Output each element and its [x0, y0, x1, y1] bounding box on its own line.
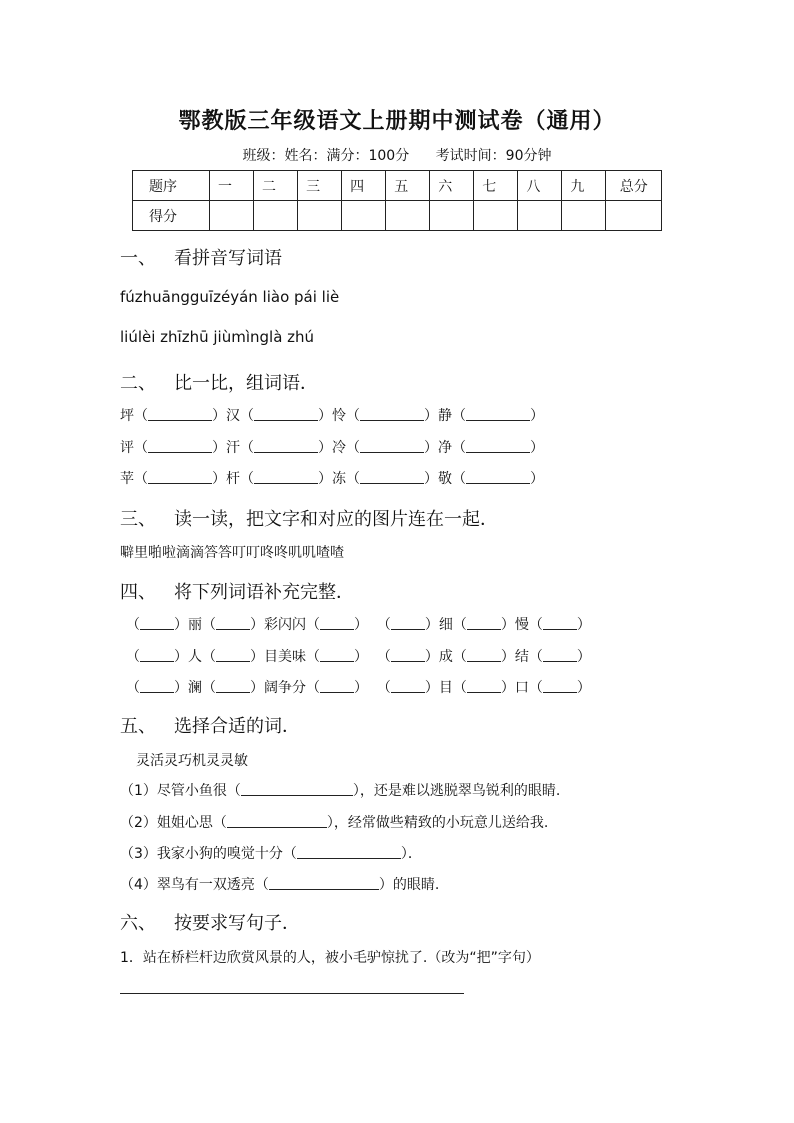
- char: 怜: [332, 408, 346, 424]
- score-cell[interactable]: [430, 201, 474, 231]
- score-cell[interactable]: [254, 201, 298, 231]
- fill-question-2: [120, 812, 548, 832]
- header-cell: 九: [562, 171, 606, 201]
- onomatopoeia-words: 噼里啪啦滴滴答答叮叮咚咚叽叽喳喳: [120, 545, 344, 561]
- answer-blank[interactable]: [466, 438, 530, 453]
- idiom-row: （ ）澜（ ）阔争分（ ） （ ）目（ ）口（ ）: [126, 680, 591, 696]
- char: 净: [438, 440, 452, 456]
- answer-blank[interactable]: [467, 615, 501, 630]
- char: 评: [120, 440, 134, 456]
- idiom-part: 成: [438, 649, 453, 665]
- header-cell: 八: [518, 171, 562, 201]
- idiom-part: 结: [514, 649, 529, 665]
- answer-blank[interactable]: [148, 469, 212, 484]
- score-cell[interactable]: [298, 201, 342, 231]
- exam-time-info: 考试时间：90分钟: [435, 148, 552, 164]
- char: 冻: [332, 471, 346, 487]
- idiom-part: 澜: [188, 680, 202, 696]
- question-text: ），经常做些精致的小玩意儿送给我.: [326, 815, 549, 831]
- idiom-row: （ ）人（ ）目美味（ ） （ ）成（ ）结（ ）: [126, 649, 591, 665]
- word-group-row: 苹（ ）杆（ ）冻（ ）敬（ ）: [120, 471, 544, 487]
- section-3-heading: [120, 505, 498, 531]
- char: 静: [438, 408, 452, 424]
- answer-blank[interactable]: [254, 406, 318, 421]
- answer-blank[interactable]: [467, 678, 501, 693]
- fill-question-3: [120, 843, 422, 863]
- answer-blank[interactable]: [360, 406, 424, 421]
- question-text: （1）尽管小鱼很（: [120, 783, 241, 799]
- question-text: （2）姐姐心思（: [120, 815, 227, 831]
- header-cell: 五: [386, 171, 430, 201]
- idiom-part: 丽: [188, 617, 202, 633]
- answer-blank[interactable]: [320, 615, 354, 630]
- char: 汗: [226, 440, 240, 456]
- answer-blank[interactable]: [466, 406, 530, 421]
- answer-blank[interactable]: [320, 647, 354, 662]
- score-cell[interactable]: [606, 201, 662, 231]
- header-cell: 总分: [606, 171, 662, 201]
- pinyin-line-1: fúzhuāngguīzéyán liào pái liè: [120, 288, 340, 306]
- answer-blank[interactable]: [216, 678, 250, 693]
- answer-blank[interactable]: [467, 647, 501, 662]
- answer-blank[interactable]: [391, 647, 425, 662]
- score-cell[interactable]: [386, 201, 430, 231]
- idiom-part: 人: [188, 649, 202, 665]
- section-6-heading: [120, 909, 300, 935]
- rewrite-question-1: 1．站在桥栏杆边欣赏风景的人，被小毛驴惊扰了.（改为“把”字句）: [120, 950, 540, 966]
- char: 冷: [332, 440, 346, 456]
- answer-blank[interactable]: [543, 647, 577, 662]
- section-title: 将下列词语补充完整．: [174, 582, 354, 603]
- word-group-row: 评（ ）汗（ ）冷（ ）净（ ）: [120, 440, 544, 456]
- fill-question-4: [120, 874, 439, 894]
- answer-blank[interactable]: [254, 438, 318, 453]
- question-text: （4）翠鸟有一双透亮（: [120, 877, 269, 893]
- row-label: 得分: [133, 201, 210, 231]
- answer-blank[interactable]: [360, 469, 424, 484]
- header-cell: 一: [210, 171, 254, 201]
- score-cell[interactable]: [474, 201, 518, 231]
- header-cell: 二: [254, 171, 298, 201]
- score-cell[interactable]: [518, 201, 562, 231]
- section-number: 一、: [120, 248, 156, 269]
- idiom-part: 目: [438, 680, 453, 696]
- answer-blank[interactable]: [297, 844, 401, 859]
- section-number: 六、: [120, 913, 156, 934]
- pinyin-line-2: liúlèi zhīzhū jiùmìnglà zhú: [120, 328, 315, 346]
- answer-line[interactable]: [120, 993, 464, 994]
- page-title: 鄂教版三年级语文上册期中测试卷（通用）: [178, 108, 616, 134]
- header-cell: 三: [298, 171, 342, 201]
- idiom-row: （ ）丽（ ）彩闪闪（ ） （ ）细（ ）慢（ ）: [126, 617, 591, 633]
- section-number: 四、: [120, 582, 156, 603]
- question-text: ）的眼睛.: [378, 877, 440, 893]
- answer-blank[interactable]: [148, 438, 212, 453]
- header-cell: 六: [430, 171, 474, 201]
- section-4-heading: [120, 578, 354, 604]
- answer-blank[interactable]: [269, 875, 379, 890]
- score-table-header-row: [133, 171, 662, 201]
- score-cell[interactable]: [342, 201, 386, 231]
- section-title: 按要求写句子．: [174, 913, 300, 934]
- idiom-part: 目美味: [264, 649, 306, 665]
- answer-blank[interactable]: [391, 615, 425, 630]
- answer-blank[interactable]: [320, 678, 354, 693]
- answer-blank[interactable]: [241, 781, 353, 796]
- score-table-score-row: [133, 201, 662, 231]
- idiom-part: 细: [438, 617, 453, 633]
- class-name-score-info: 班级：姓名：满分：100分: [242, 148, 410, 164]
- question-text: ）．: [400, 846, 422, 862]
- section-5-heading: [120, 712, 300, 738]
- word-choices: 灵活灵巧机灵灵敏: [136, 753, 248, 769]
- exam-info: [0, 145, 794, 165]
- section-2-heading: [120, 369, 318, 395]
- answer-blank[interactable]: [140, 615, 174, 630]
- idiom-part: 口: [514, 680, 529, 696]
- idiom-part: 慢: [514, 617, 529, 633]
- idiom-part: 阔争分: [264, 680, 306, 696]
- section-title: 看拼音写词语: [174, 248, 282, 269]
- score-table: [132, 170, 662, 231]
- idiom-part: 彩闪闪: [264, 617, 306, 633]
- word-group-row: 坪（ ）汉（ ）怜（ ）静（ ）: [120, 408, 544, 424]
- answer-blank[interactable]: [140, 647, 174, 662]
- char: 坪: [120, 408, 134, 424]
- section-number: 三、: [120, 509, 156, 530]
- answer-blank[interactable]: [254, 469, 318, 484]
- section-title: 比一比，组词语．: [174, 373, 318, 394]
- section-title: 选择合适的词．: [174, 716, 300, 737]
- answer-blank[interactable]: [466, 469, 530, 484]
- char: 敬: [438, 471, 452, 487]
- section-number: 二、: [120, 373, 156, 394]
- header-cell: 题序: [133, 171, 210, 201]
- header-cell: 七: [474, 171, 518, 201]
- answer-blank[interactable]: [216, 647, 250, 662]
- char: 杆: [226, 471, 240, 487]
- answer-blank[interactable]: [227, 813, 327, 828]
- question-text: （3）我家小狗的嗅觉十分（: [120, 846, 297, 862]
- answer-blank[interactable]: [543, 678, 577, 693]
- answer-blank[interactable]: [391, 678, 425, 693]
- answer-blank[interactable]: [140, 678, 174, 693]
- question-text: ），还是难以逃脱翠鸟锐利的眼睛.: [352, 783, 561, 799]
- score-cell[interactable]: [562, 201, 606, 231]
- char: 汉: [226, 408, 240, 424]
- section-number: 五、: [120, 716, 156, 737]
- answer-blank[interactable]: [216, 615, 250, 630]
- answer-blank[interactable]: [148, 406, 212, 421]
- fill-question-1: [120, 780, 560, 800]
- char: 苹: [120, 471, 134, 487]
- score-cell[interactable]: [210, 201, 254, 231]
- section-title: 读一读，把文字和对应的图片连在一起．: [174, 509, 498, 530]
- header-cell: 四: [342, 171, 386, 201]
- answer-blank[interactable]: [360, 438, 424, 453]
- answer-blank[interactable]: [543, 615, 577, 630]
- section-1-heading: [120, 244, 282, 270]
